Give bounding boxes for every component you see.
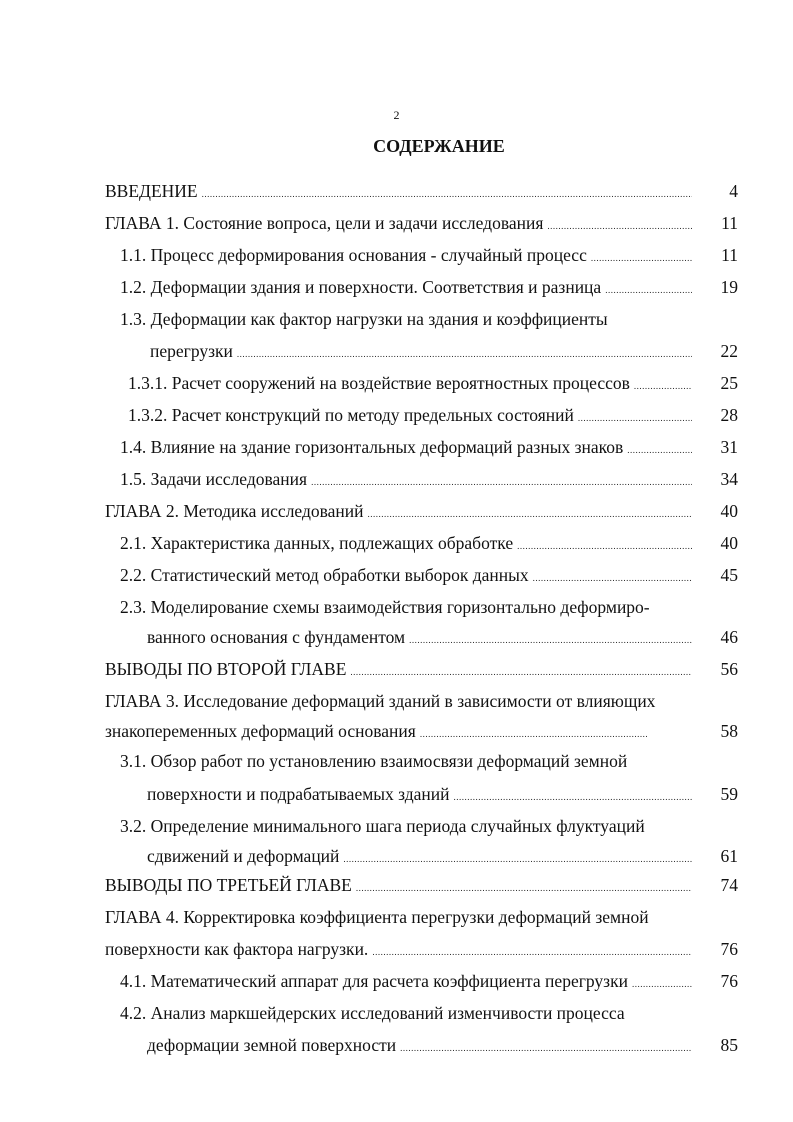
toc-entry-page: 4 [729, 181, 738, 201]
toc-entry-title: поверхности как фактора нагрузки. [105, 939, 369, 959]
toc-entry-section-4-1[interactable] [120, 970, 695, 995]
toc-entry-chapter-3-line1[interactable]: ГЛАВА 3. Исследование деформаций зданий в зависимости от влияющих [105, 691, 656, 711]
toc-entry-page: 40 [720, 533, 738, 553]
toc-entry-page: 45 [720, 565, 738, 585]
toc-entry-title: ВЫВОДЫ ПО ВТОРОЙ ГЛАВЕ [105, 659, 347, 679]
toc-entry-title: ВВЕДЕНИЕ [105, 181, 198, 201]
toc-entry-page: 22 [720, 341, 738, 361]
toc-entry-chapter-4[interactable] [105, 938, 695, 963]
toc-entry-title: 1.4. Влияние на здание горизонтальных деформаций разных знаков [120, 437, 624, 457]
toc-entry-section-1-4[interactable] [120, 436, 695, 461]
toc-leader-dots [454, 786, 692, 808]
toc-entry-section-3-1[interactable] [147, 783, 695, 808]
toc-leader-dots [627, 439, 692, 461]
toc-leader-dots [533, 567, 692, 589]
toc-entry-page: 19 [720, 277, 738, 297]
toc-entry-page: 11 [721, 245, 738, 265]
toc-entry-title: деформации земной поверхности [147, 1035, 397, 1055]
toc-entry-title: ванного основания с фундаментом [147, 627, 406, 647]
page-number: 2 [393, 108, 400, 122]
toc-entry-title: 1.2. Деформации здания и поверхности. Соответствия и разница [120, 277, 602, 297]
toc-entry-section-1-2[interactable] [120, 276, 695, 301]
toc-leader-dots [605, 279, 692, 301]
toc-entry-conclusions-chapter-2[interactable] [105, 658, 695, 683]
toc-entry-title: знакопеременных деформаций основания [105, 721, 416, 741]
toc-entry-section-1-3-line1[interactable]: 1.3. Деформации как фактор нагрузки на здания и коэффициенты [120, 309, 608, 329]
toc-leader-dots [372, 941, 692, 963]
toc-entry-page: 74 [720, 875, 738, 895]
toc-entry-title: 2.1. Характеристика данных, подлежащих обработке [120, 533, 514, 553]
toc-entry-title: 1.1. Процесс деформирования основания - случайный процесс [120, 245, 587, 265]
toc-entry-page: 31 [720, 437, 738, 457]
toc-leader-dots [578, 407, 692, 429]
toc-entry-section-4-2[interactable] [147, 1034, 695, 1059]
toc-leader-dots [356, 877, 692, 899]
toc-entry-conclusions-chapter-3[interactable] [105, 874, 695, 899]
toc-entry-page: 85 [720, 1035, 738, 1055]
toc-leader-dots [420, 723, 647, 745]
toc-leader-dots [202, 183, 692, 205]
toc-entry-title: перегрузки [150, 341, 233, 361]
toc-leader-dots [547, 215, 692, 237]
toc-leader-dots [368, 503, 692, 525]
toc-entry-title: 1.3.1. Расчет сооружений на воздействие вероятностных процессов [128, 373, 630, 393]
toc-entry-title: сдвижений и деформаций [147, 846, 340, 866]
toc-entry-title: 4.1. Математический аппарат для расчета коэффициента перегрузки [120, 971, 628, 991]
toc-leader-dots [634, 375, 692, 397]
toc-entry-title: 2.2. Статистический метод обработки выборок данных [120, 565, 529, 585]
toc-entry-section-3-1-line1[interactable]: 3.1. Обзор работ по установлению взаимосвязи деформаций земной [120, 751, 628, 771]
toc-entry-section-1-3-2[interactable] [128, 404, 695, 429]
toc-leader-dots [591, 247, 692, 269]
toc-entry-section-2-3-line1[interactable]: 2.3. Моделирование схемы взаимодействия горизонтально деформиро- [120, 597, 650, 617]
toc-entry-page: 46 [720, 627, 738, 647]
toc-leader-dots [237, 343, 692, 365]
toc-entry-page: 28 [720, 405, 738, 425]
toc-entry-chapter-2[interactable] [105, 500, 695, 525]
toc-entry-page: 59 [720, 784, 738, 804]
toc-entry-chapter-1[interactable] [105, 212, 695, 237]
toc-entry-title: ВЫВОДЫ ПО ТРЕТЬЕЙ ГЛАВЕ [105, 875, 352, 895]
page-title: СОДЕРЖАНИЕ [373, 136, 505, 156]
toc-leader-dots [632, 973, 692, 995]
toc-entry-section-1-3[interactable] [150, 340, 695, 365]
toc-leader-dots [400, 1037, 692, 1059]
toc-leader-dots [409, 629, 692, 651]
toc-entry-title: ГЛАВА 1. Состояние вопроса, цели и задачи исследования [105, 213, 544, 233]
toc-entry-section-1-3-1[interactable] [128, 372, 695, 397]
toc-entry-page: 61 [720, 846, 738, 866]
toc-entry-section-2-2[interactable] [120, 564, 695, 589]
toc-entry-section-1-5[interactable] [120, 468, 695, 493]
toc-entry-section-3-2-line1[interactable]: 3.2. Определение минимального шага периода случайных флуктуаций [120, 816, 645, 836]
toc-entry-title: 1.5. Задачи исследования [120, 469, 308, 489]
toc-entry-chapter-4-line1[interactable]: ГЛАВА 4. Корректировка коэффициента перегрузки деформаций земной [105, 907, 649, 927]
toc-entry-section-2-3[interactable] [147, 626, 695, 651]
toc-entry-section-4-2-line1[interactable]: 4.2. Анализ маркшейдерских исследований изменчивости процесса [120, 1003, 625, 1023]
toc-entry-title: 1.3.2. Расчет конструкций по методу предельных состояний [128, 405, 574, 425]
toc-entry-chapter-3[interactable] [105, 720, 650, 745]
toc-leader-dots [311, 471, 692, 493]
toc-leader-dots [517, 535, 692, 557]
toc-entry-page: 40 [720, 501, 738, 521]
toc-entry-section-2-1[interactable] [120, 532, 695, 557]
toc-leader-dots [350, 661, 692, 683]
toc-entry-page: 25 [720, 373, 738, 393]
toc-entry-title: ГЛАВА 2. Методика исследований [105, 501, 364, 521]
toc-entry-section-1-1[interactable] [120, 244, 695, 269]
toc-entry-page: 11 [721, 213, 738, 233]
toc-entry-page: 76 [720, 939, 738, 959]
toc-leader-dots [343, 848, 692, 870]
toc-entry-page: 34 [720, 469, 738, 489]
toc-entry-page: 76 [720, 971, 738, 991]
toc-entry-page: 56 [720, 659, 738, 679]
toc-entry-introduction[interactable] [105, 180, 695, 205]
toc-entry-section-3-2[interactable] [147, 845, 695, 870]
toc-entry-page: 58 [720, 721, 738, 741]
toc-entry-title: поверхности и подрабатываемых зданий [147, 784, 450, 804]
